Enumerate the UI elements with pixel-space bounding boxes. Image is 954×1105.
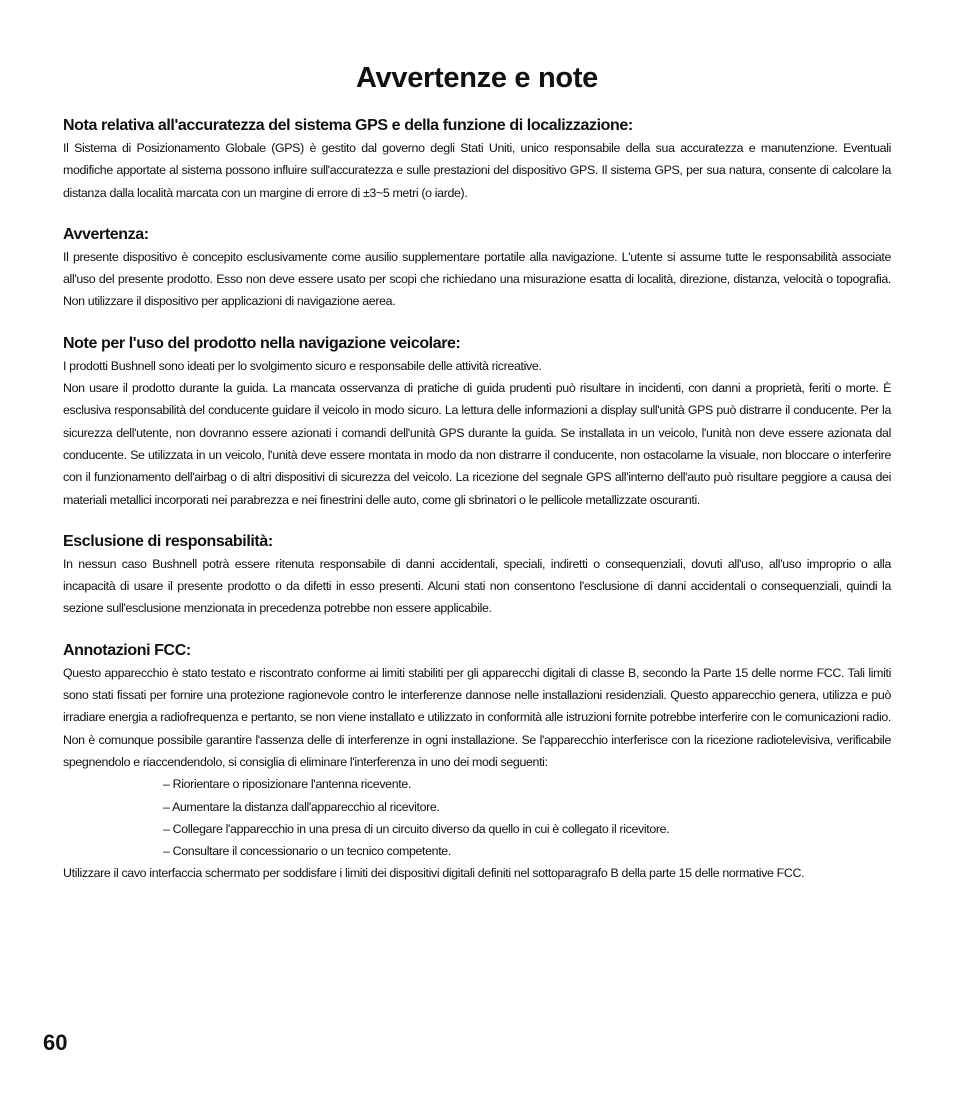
section-heading: Avvertenza: xyxy=(63,225,149,243)
section-heading: Esclusione di responsabilità: xyxy=(63,532,273,550)
section-heading: Nota relativa all'accuratezza del sistema GPS e della funzione di localizzazione: xyxy=(63,117,633,134)
section-gps-accuracy xyxy=(63,116,891,204)
section-paragraph: Il presente dispositivo è concepito esclusivamente come ausilio supplementare portatile alla navigazione. L'utente si assume tutte le responsabilità associate all'uso del presente prodotto. Esso non deve essere usato per scopi che richiedano una misurazione esatta di località, direzione, distanza, velocità o topografia. Non utilizzare il dispositivo per applicazioni di navigazione aerea. xyxy=(63,249,891,309)
fcc-outro: Utilizzare il cavo interfaccia schermato per soddisfare i limiti dei dispositivi digitali definiti nel sottoparagrafo B della parte 15 delle normative FCC. xyxy=(63,866,805,881)
section-vehicle-navigation xyxy=(63,334,891,511)
section-heading: Note per l'uso del prodotto nella navigazione veicolare: xyxy=(63,334,461,352)
list-item: – Aumentare la distanza dall'apparecchio al ricevitore. xyxy=(163,799,440,814)
page-title: Avvertenze e note xyxy=(355,62,599,94)
section-fcc xyxy=(63,641,891,885)
list-item: – Consultare il concessionario o un tecnico competente. xyxy=(163,844,451,859)
fcc-remedy-list xyxy=(63,773,891,862)
list-item: – Riorientare o riposizionare l'antenna ricevente. xyxy=(163,777,411,792)
page-number: 60 xyxy=(43,1030,68,1055)
section-paragraph: Non usare il prodotto durante la guida. La mancata osservanza di pratiche di guida prudenti può risultare in incidenti, con danni a proprietà, feriti o morte. È esclusiva responsabilità del conducente guidare il veicolo in modo sicuro. La lettura delle informazioni a display sull'unità GPS può distrarre il conducente. Per la sicurezza dell'utente, non dovranno essere azionati i comandi dell'unità GPS durante la guida. Se installata in un veicolo, l'unità non deve essere azionata dal conducente. Se utilizzata in un veicolo, l'unità deve essere montata in modo da non distrarre il conducente, non ostacolarne la visuale, non bloccare o interferire con il funzionamento dell'airbag o di altri dispositivi di sicurezza del veicolo. La ricezione del segnale GPS all'interno dell'auto può risultare peggiore a causa dei materiali metallici incorporati nei parabrezza e nei finestrini delle auto, come gli sbrinatori o le pellicole metallizzate oscuranti. xyxy=(63,381,891,507)
section-paragraph: Il Sistema di Posizionamento Globale (GPS) è gestito dal governo degli Stati Uniti, unico responsabile della sua accuratezza e manutenzione. Eventuali modifiche apportate al sistema possono influire sull'accuratezza e sulle prestazioni del dispositivo GPS. Il sistema GPS, per sua natura, consente di calcolare la distanza dalla località marcata con un margine di errore di ±3~5 metri (o iarde). xyxy=(63,141,891,200)
section-paragraph: In nessun caso Bushnell potrà essere ritenuta responsabile di danni accidentali, speciali, indiretti o consequenziali, dovuti all'uso, all'uso improprio o alla incapacità di usare il presente prodotto o da difetti in esso presenti. Alcuni stati non consentono l'esclusione di danni accidentali o consequenziali, quindi la sezione sull'esclusione menzionata in precedenza potrebbe non essere applicabile. xyxy=(63,556,891,616)
section-warning xyxy=(63,225,891,313)
fcc-intro: Questo apparecchio è stato testato e riscontrato conforme ai limiti stabiliti per gli apparecchi digitali di classe B, secondo la Parte 15 delle norme FCC. Tali limiti sono stati fissati per fornire una protezione ragionevole contro le interferenze dannose nelle installazioni residenziali. Questo apparecchio genera, utilizza e può irradiare energia a radiofrequenza e pertanto, se non viene installato e utilizzato in conformità alle istruzioni fornite potrebbe interferire con le comunicazioni radio. Non è comunque possibile garantire l'assenza delle di interferenze in ogni installazione. Se l'apparecchio interferisce con la ricezione radiotelevisiva, verificabile spegnendolo e riaccendendolo, si consiglia di eliminare l'interferenza in uno dei modi seguenti: xyxy=(63,665,891,769)
page-content xyxy=(63,58,891,906)
list-item: – Collegare l'apparecchio in una presa di un circuito diverso da quello in cui è collegato il ricevitore. xyxy=(163,821,670,836)
section-paragraph: I prodotti Bushnell sono ideati per lo svolgimento sicuro e responsabile delle attività ricreative. xyxy=(63,358,542,373)
section-heading: Annotazioni FCC: xyxy=(63,641,191,659)
section-disclaimer xyxy=(63,532,891,620)
